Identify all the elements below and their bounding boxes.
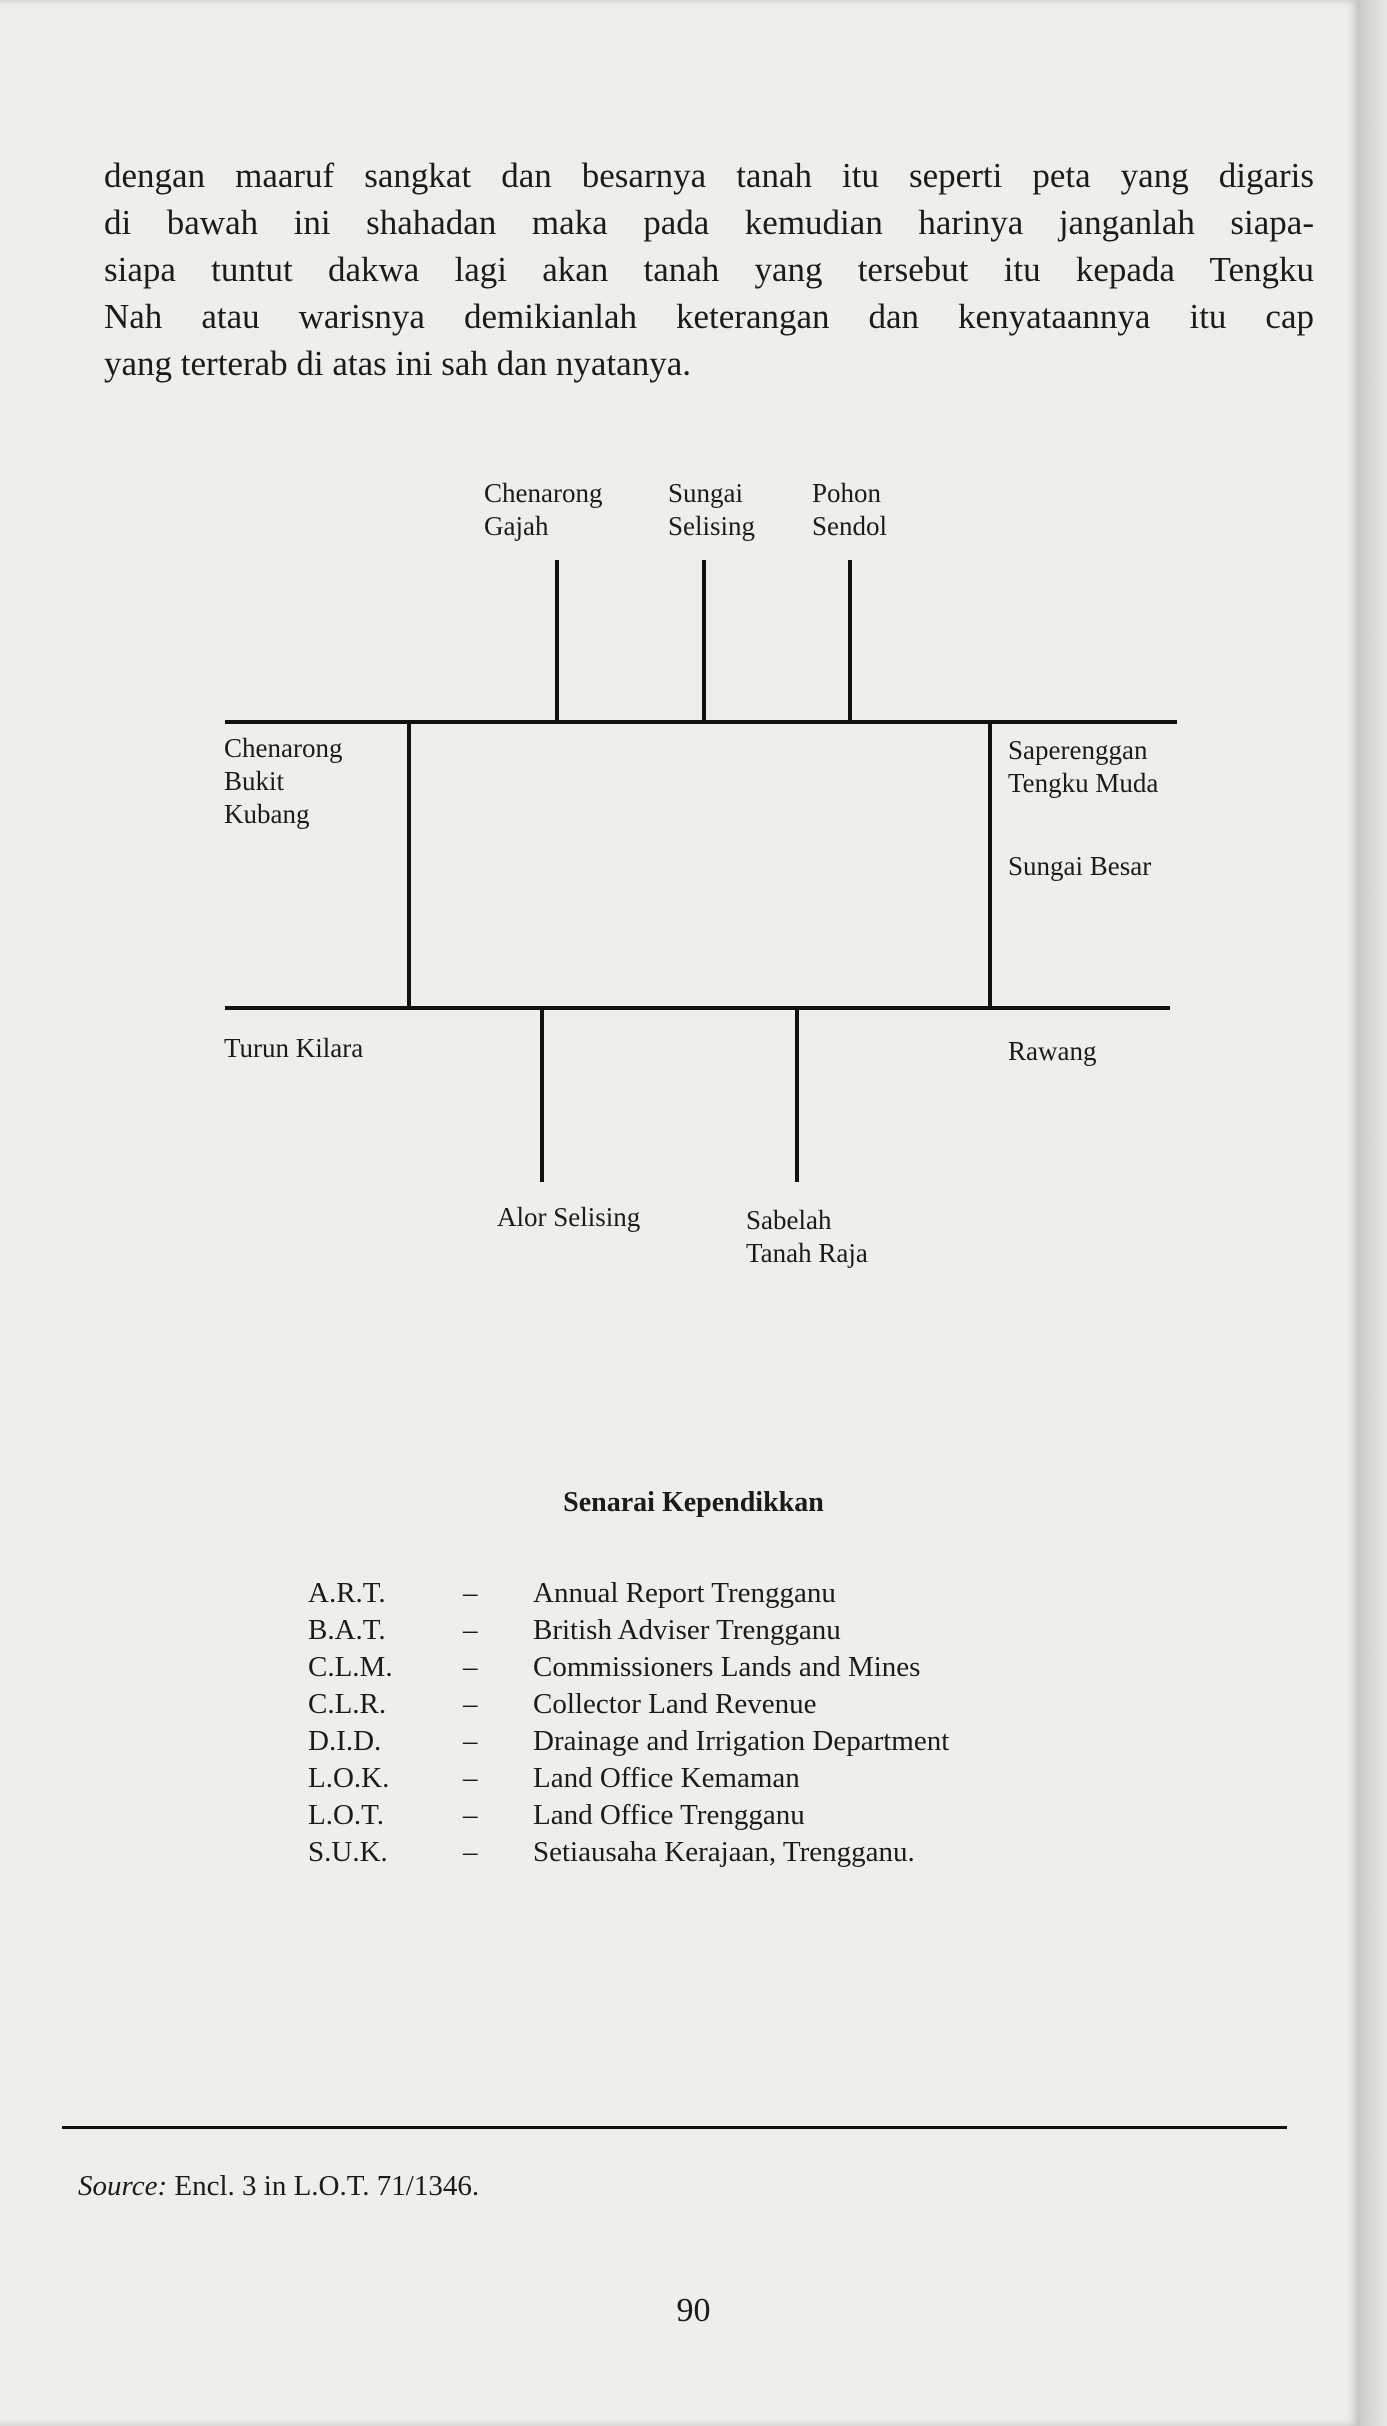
map-label-alor-selising: Alor Selising	[497, 1202, 641, 1232]
abbreviation-dash: –	[463, 1836, 478, 1868]
map-label-rawang: Rawang	[1008, 1036, 1097, 1066]
paragraph-line: siapa tuntut dakwa lagi akan tanah yang tersebut itu kepada Tengku	[104, 250, 1314, 289]
paragraph-line: di bawah ini shahadan maka pada kemudian harinya janganlah siapa-	[104, 203, 1314, 242]
paragraph-line: Nah atau warisnya demikianlah keterangan dan kenyataannya itu cap	[104, 297, 1314, 336]
abbreviation-dash: –	[463, 1688, 478, 1720]
abbreviation-row	[308, 1686, 949, 1723]
map-boundary-line	[555, 560, 559, 723]
abbreviation-code: L.O.T.	[308, 1799, 384, 1831]
map-boundary-line	[848, 560, 852, 723]
abbreviation-row	[308, 1612, 949, 1649]
map-boundary-line	[540, 1006, 544, 1182]
abbreviation-row	[308, 1834, 949, 1871]
abbreviation-code: L.O.K.	[308, 1762, 390, 1794]
source-text: Encl. 3 in L.O.T. 71/1346.	[174, 2170, 480, 2202]
abbreviations-list	[308, 1575, 949, 1871]
abbreviation-dash: –	[463, 1799, 478, 1831]
abbreviation-code: B.A.T.	[308, 1614, 386, 1646]
map-label-chenarong-gajah: Chenarong Gajah	[484, 478, 603, 541]
abbreviation-description: Setiausaha Kerajaan, Trengganu.	[533, 1836, 915, 1868]
abbreviation-row	[308, 1760, 949, 1797]
map-boundary-line	[988, 720, 992, 1010]
map-boundary-line	[795, 1006, 799, 1182]
map-label-saperenggan-tengku-muda: Saperenggan Tengku Muda	[1008, 735, 1159, 798]
map-boundary-line	[702, 560, 706, 723]
footnote-divider	[62, 2126, 1287, 2129]
source-label: Source:	[78, 2170, 168, 2202]
abbreviation-row	[308, 1649, 949, 1686]
page-edge-shadow	[1360, 0, 1387, 2426]
abbreviation-description: Drainage and Irrigation Department	[533, 1725, 950, 1757]
map-label-chenarong-bukit-kubang: Chenarong Bukit Kubang	[224, 733, 343, 829]
abbreviation-code: C.L.R.	[308, 1688, 387, 1720]
source-note	[78, 2170, 479, 2203]
abbreviation-code: A.R.T.	[308, 1577, 386, 1609]
abbreviation-row	[308, 1797, 949, 1834]
body-paragraph	[104, 152, 1314, 387]
abbreviation-description: Land Office Trengganu	[533, 1799, 805, 1831]
map-label-pohon-sendol: Pohon Sendol	[812, 478, 888, 541]
abbreviation-dash: –	[463, 1614, 478, 1646]
abbreviation-description: British Adviser Trengganu	[533, 1614, 841, 1646]
abbreviation-description: Land Office Kemaman	[533, 1762, 800, 1794]
map-boundary-line	[225, 720, 1177, 724]
abbreviation-dash: –	[463, 1725, 478, 1757]
map-label-sabelah-tanah-raja: Sabelah Tanah Raja	[746, 1205, 868, 1268]
page-number: 90	[676, 2292, 711, 2329]
paragraph-line: dengan maaruf sangkat dan besarnya tanah itu seperti peta yang digaris	[104, 156, 1314, 195]
abbreviation-code: C.L.M.	[308, 1651, 393, 1683]
abbreviation-dash: –	[463, 1651, 478, 1683]
abbreviations-title: Senarai Kependikkan	[563, 1487, 824, 1518]
map-label-sungai-selising: Sungai Selising	[668, 478, 756, 541]
abbreviation-dash: –	[463, 1577, 478, 1609]
abbreviation-description: Collector Land Revenue	[533, 1688, 817, 1720]
abbreviation-description: Annual Report Trengganu	[533, 1577, 836, 1609]
abbreviation-dash: –	[463, 1762, 478, 1794]
abbreviation-code: D.I.D.	[308, 1725, 382, 1757]
abbreviation-row	[308, 1575, 949, 1612]
abbreviation-code: S.U.K.	[308, 1836, 388, 1868]
map-label-sungai-besar: Sungai Besar	[1008, 851, 1152, 881]
abbreviation-row	[308, 1723, 949, 1760]
paragraph-line: yang terterab di atas ini sah dan nyatanya.	[104, 344, 692, 383]
map-label-turun-kilara: Turun Kilara	[224, 1033, 364, 1063]
abbreviation-description: Commissioners Lands and Mines	[533, 1651, 921, 1683]
map-boundary-line	[407, 720, 411, 1010]
map-boundary-line	[225, 1006, 1170, 1010]
